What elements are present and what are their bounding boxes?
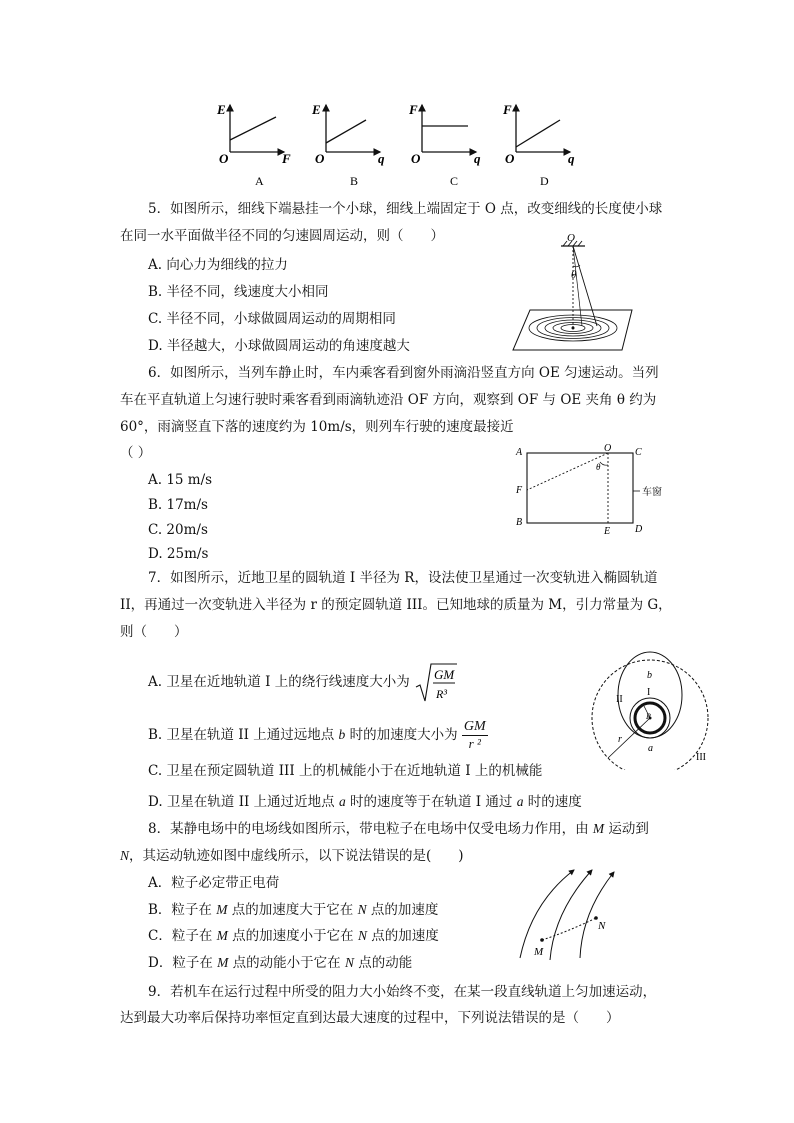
q7-stem-line2: II，再通过一次变轨进入半径为 r 的预定圆轨道 III。已知地球的质量为 M，引力常量为 G， <box>120 597 672 613</box>
graph-d-origin: O <box>505 151 515 166</box>
q7-option-a-den: R³ <box>436 686 447 701</box>
graph-d-letter: D <box>540 174 549 188</box>
q7-option-b-point: b <box>338 727 346 742</box>
q8-option-c <box>148 926 439 946</box>
answer-graphs <box>200 95 600 190</box>
q6-stem-line2: 车在平直轨道上匀速行驶时乘客看到雨滴轨迹沿 OF 方向，观察到 OF 与 OE 夹角 θ 约为 <box>120 392 657 408</box>
q8-stem-m: M <box>592 821 605 836</box>
q6-stem-line3: 60°，雨滴竖直下落的速度约为 10m/s，则列车行驶的速度最接近 <box>120 419 514 435</box>
q9-stem-line2: 达到最大功率后保持功率恒定直到达最大速度的过程中，下列说法错误的是（ ） <box>120 1010 620 1026</box>
q7-option-c: C. 卫星在预定圆轨道 III 上的机械能小于在近地轨道 I 上的机械能 <box>148 763 543 779</box>
q7-label-ii: II <box>616 694 623 705</box>
graph-c-letter: C <box>450 174 459 188</box>
q8-label-n: N <box>598 920 606 932</box>
graph-a-y-label: E <box>217 102 226 117</box>
q5-point-o: O <box>567 232 575 244</box>
q7-option-b-formula <box>462 719 488 752</box>
q7-option-b-post: 时的加速度大小为 <box>345 727 458 743</box>
graph-c <box>408 102 481 188</box>
graph-c-x-label: q <box>474 151 481 166</box>
q8-option-b-pre: B．粒子在 <box>148 902 217 918</box>
q6-stem-line1: 6．如图所示，当列车静止时，车内乘客看到窗外雨滴沿竖直方向 OE 匀速运动。当列 <box>148 365 659 381</box>
q8-option-d <box>148 953 412 973</box>
graph-a <box>216 102 291 188</box>
q7-option-d-pre: D. 卫星在轨道 II 上通过近地点 <box>148 794 339 810</box>
q7-option-a-text: A. 卫星在近地轨道 I 上的绕行线速度大小为 <box>148 674 410 690</box>
graph-a-letter: A <box>255 174 264 188</box>
q6-train-window-figure <box>510 443 690 535</box>
q6-option-a: A. 15 m/s <box>148 472 213 488</box>
q8-label-m: M <box>534 946 544 958</box>
q6-stem-line4: （ ） <box>120 445 152 461</box>
q8-option-b-n: N <box>357 902 367 917</box>
q8-stem-line2-post: ，其运动轨迹如图中虚线所示，以下说法错误的是( ) <box>129 848 464 864</box>
graph-a-x-label: F <box>282 151 291 166</box>
q6-option-b: B. 17m/s <box>148 497 208 513</box>
q6-option-d: D. 25m/s <box>148 546 209 562</box>
q8-option-c-post: 点的加速度 <box>366 928 439 944</box>
q7-option-b-pre: B. 卫星在轨道 II 上通过远地点 <box>148 727 339 743</box>
q8-stem-line2 <box>120 846 464 866</box>
graph-d-y-label: F <box>503 102 512 117</box>
graph-c-y-label: F <box>409 102 418 117</box>
q5-stem-line1: 5．如图所示，细线下端悬挂一个小球，细线上端固定于 O 点，改变细线的长度使小球 <box>148 201 663 217</box>
q8-option-d-n: N <box>344 955 354 970</box>
q7-stem-line3: 则（ ） <box>120 624 188 640</box>
q8-option-d-mid: 点的动能小于它在 <box>228 955 345 971</box>
q6-label-o: O <box>604 443 612 454</box>
q5-option-a: A. 向心力为细线的拉力 <box>148 257 288 273</box>
q7-label-i: I <box>647 687 651 698</box>
graph-b-letter: B <box>350 174 359 188</box>
q8-option-d-m: M <box>217 955 229 970</box>
q7-option-b-num: GM <box>463 719 486 734</box>
q8-field-lines-figure <box>512 862 622 962</box>
q8-option-c-mid: 点的加速度小于它在 <box>227 928 358 944</box>
q5-option-c: C. 半径不同，小球做圆周运动的周期相同 <box>148 311 396 327</box>
graph-b-origin: O <box>315 151 325 166</box>
q6-label-e: E <box>604 526 611 535</box>
q8-option-b-mid: 点的加速度大于它在 <box>227 902 358 918</box>
graph-a-origin: O <box>219 151 229 166</box>
q8-option-b-m: M <box>216 902 228 917</box>
q5-option-d: D. 半径越大，小球做圆周运动的角速度越大 <box>148 338 410 354</box>
q8-option-a: A．粒子必定带正电荷 <box>148 875 280 891</box>
q7-option-b-den: r ² <box>468 736 481 751</box>
q8-stem-line1-pre: 8．某静电场中的电场线如图所示，带电粒子在电场中仅受电场力作用，由 <box>148 821 593 837</box>
q7-label-b: b <box>647 670 652 681</box>
q7-option-b <box>148 715 488 755</box>
q7-label-r-big: R <box>646 712 651 721</box>
q6-label-f: F <box>516 485 523 496</box>
q6-label-window: 车窗 <box>642 487 662 498</box>
q8-option-d-pre: D．粒子在 <box>148 955 218 971</box>
q5-option-b: B. 半径不同，线速度大小相同 <box>148 284 329 300</box>
q8-option-b-post: 点的加速度 <box>366 902 439 918</box>
graph-b <box>311 102 385 188</box>
graph-d <box>502 102 575 188</box>
q5-angle-theta: θ <box>571 269 577 281</box>
q9-stem-line1: 9．若机车在运行过程中所受的阻力大小始终不变，在某一段直线轨道上匀加速运动， <box>148 984 657 1000</box>
graph-d-x-label: q <box>568 151 575 166</box>
q7-option-a <box>148 660 458 704</box>
q8-option-c-m: M <box>216 928 228 943</box>
q8-option-c-pre: C．粒子在 <box>148 928 217 944</box>
q6-label-d: D <box>635 524 643 535</box>
q6-label-a: A <box>516 447 523 458</box>
q8-stem-line1 <box>148 819 649 839</box>
q6-label-theta: θ <box>596 462 601 472</box>
q6-label-b: B <box>516 517 523 528</box>
q7-orbit-figure <box>590 640 720 770</box>
q7-label-r-small: r <box>618 734 622 745</box>
q5-stem-line2: 在同一水平面做半径不同的匀速圆周运动，则（ ） <box>120 228 444 244</box>
q7-option-a-formula <box>414 660 458 705</box>
q8-option-c-n: N <box>357 928 367 943</box>
q7-option-a-num: GM <box>434 666 455 682</box>
q5-pendulum-figure <box>505 232 645 354</box>
q8-option-b <box>148 900 438 920</box>
q7-label-iii: III <box>696 752 706 763</box>
q6-label-c: C <box>635 447 642 458</box>
q8-option-d-post: 点的动能 <box>353 955 413 971</box>
q7-option-d-mid: 时的速度等于在轨道 I 通过 <box>345 794 517 810</box>
q6-option-c: C. 20m/s <box>148 522 208 538</box>
graph-c-origin: O <box>411 151 421 166</box>
q7-option-d <box>148 792 582 812</box>
graph-b-x-label: q <box>378 151 385 166</box>
q7-stem-line1: 7．如图所示，近地卫星的圆轨道 I 半径为 R，设法使卫星通过一次变轨进入椭圆轨道 <box>148 570 658 586</box>
q7-option-d-point-a2: a <box>516 794 524 809</box>
q7-option-d-post: 时的速度 <box>523 794 582 810</box>
graph-b-y-label: E <box>312 102 321 117</box>
q8-stem-n: N <box>120 848 130 863</box>
q7-label-a: a <box>648 743 653 754</box>
q8-stem-line1-post: 运动到 <box>604 821 649 837</box>
q7-option-d-point-a1: a <box>338 794 346 809</box>
